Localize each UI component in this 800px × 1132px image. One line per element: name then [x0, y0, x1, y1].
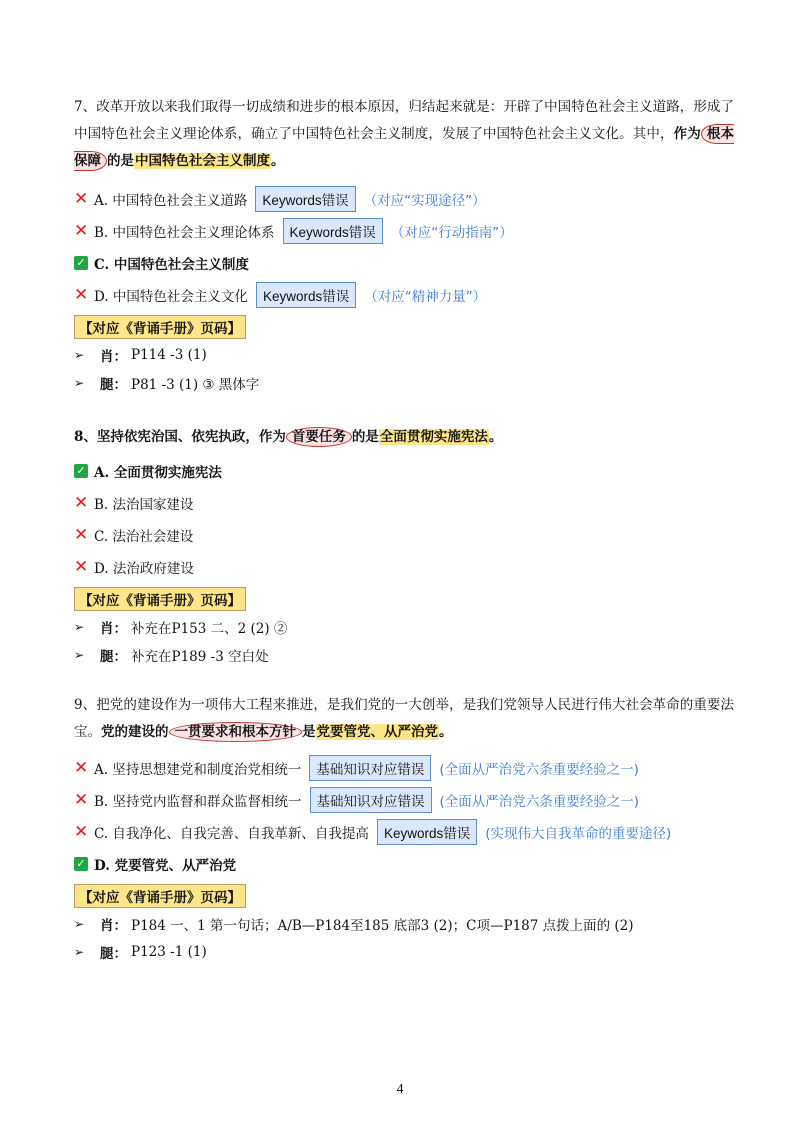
- arrow-bullet-icon: ➢: [74, 648, 85, 662]
- error-tag: 基础知识对应错误: [310, 787, 432, 813]
- cross-icon: ✕: [74, 790, 89, 810]
- option-a: ✕ A. 坚持思想建党和制度治党相统一 基础知识对应错误 (全面从严治党六条重要经验之一): [74, 752, 734, 784]
- page-number: 4: [396, 1082, 404, 1097]
- reference-line: ➢ 腿： P123 -1 (1): [74, 944, 207, 962]
- option-b: ✕ B. 坚持党内监督和群众监督相统一 基础知识对应错误 (全面从严治党六条重要经验之一): [74, 784, 734, 816]
- highlighted-answer: 全面贯彻实施宪法: [379, 429, 488, 445]
- check-icon: ✓: [74, 857, 88, 871]
- option-c: ✕ C. 法治社会建设: [74, 525, 194, 545]
- option-d: ✓ D. 党要管党、从严治党: [74, 848, 734, 880]
- cross-icon: ✕: [74, 525, 89, 545]
- error-tag: 基础知识对应错误: [309, 755, 431, 781]
- option-note: （对应“实现途径”）: [363, 193, 486, 209]
- circled-keyword: 首要任务: [286, 427, 352, 447]
- option-note: （对应“行动指南”）: [390, 225, 513, 241]
- cross-icon: ✕: [74, 221, 89, 241]
- option-note: （对应“精神力量”）: [364, 289, 487, 305]
- cross-icon: ✕: [74, 189, 89, 209]
- option-note: (全面从严治党六条重要经验之一): [439, 762, 639, 778]
- cross-icon: ✕: [74, 758, 89, 778]
- arrow-bullet-icon: ➢: [74, 620, 85, 634]
- reference-line: ➢ 肖： 补充在P153 二、2 (2) ②: [74, 620, 288, 637]
- reference-title: 【对应《背诵手册》页码】: [74, 315, 246, 339]
- question-8-stem: 8、坚持依宪治国、依宪执政，作为 首要任务 的是全面贯彻实施宪法。: [74, 429, 503, 445]
- cross-icon: ✕: [74, 493, 89, 513]
- reference-line: ➢ 肖： P184 一、1 第一句话；A/B—P184至185 底部3 (2)；C项—P187 点拨上面的 (2): [74, 917, 634, 934]
- circled-keyword: 一贯要求和根本方针: [169, 722, 303, 742]
- option-d: ✕ D. 中国特色社会主义文化 Keywords错误 （对应“精神力量”）: [74, 279, 734, 311]
- option-d: ✕ D. 法治政府建设: [74, 557, 194, 577]
- reference-title: 【对应《背诵手册》页码】: [74, 587, 246, 611]
- option-c: ✓ C. 中国特色社会主义制度: [74, 247, 734, 279]
- check-icon: ✓: [74, 256, 88, 270]
- highlighted-answer: 党要管党、从严治党: [316, 724, 438, 740]
- option-b: ✕ B. 法治国家建设: [74, 493, 194, 513]
- option-a: ✕ A. 中国特色社会主义道路 Keywords错误 （对应“实现途径”）: [74, 183, 734, 215]
- cross-icon: ✕: [74, 822, 89, 842]
- question-9-stem: 9、把党的建设作为一项伟大工程来推进，是我们党的一大创举，是我们党领导人民进行伟大社会革命的重要法宝。党的建设的 一贯要求和根本方针 是党要管党、从严治党。: [74, 697, 734, 740]
- arrow-bullet-icon: ➢: [74, 917, 85, 931]
- reference-line: ➢ 腿： P81 -3 (1) ③ 黑体字: [74, 376, 260, 393]
- error-tag: Keywords错误: [377, 819, 477, 845]
- question-9: [74, 692, 734, 966]
- highlighted-answer: 中国特色社会主义制度: [135, 153, 270, 169]
- check-icon: ✓: [74, 464, 88, 478]
- question-7-stem: 7、改革开放以来我们取得一切成绩和进步的根本原因，归结起来就是：开辟了中国特色社会主义道路，形成了中国特色社会主义理论体系，确立了中国特色社会主义制度，发展了中国特色社会主义文化。其中，作为 根本保障 的是中国特色社会主义制度。: [74, 99, 735, 169]
- question-7: [74, 94, 734, 397]
- option-c: ✕ C. 自我净化、自我完善、自我革新、自我提高 Keywords错误 (实现伟大自我革命的重要途径): [74, 816, 734, 848]
- option-a: ✓ A. 全面贯彻实施宪法: [74, 455, 734, 487]
- reference-line: ➢ 腿： 补充在P189 -3 空白处: [74, 648, 269, 665]
- cross-icon: ✕: [74, 557, 89, 577]
- option-b: ✕ B. 中国特色社会主义理论体系 Keywords错误 （对应“行动指南”）: [74, 215, 734, 247]
- error-tag: Keywords错误: [255, 186, 355, 212]
- reference-title: 【对应《背诵手册》页码】: [74, 884, 246, 908]
- cross-icon: ✕: [74, 285, 89, 305]
- option-note: (全面从严治党六条重要经验之一): [439, 794, 640, 810]
- error-tag: Keywords错误: [283, 218, 383, 244]
- question-8: [74, 424, 734, 669]
- reference-line: ➢ 肖： P114 -3 (1): [74, 347, 207, 365]
- error-tag: Keywords错误: [256, 282, 356, 308]
- arrow-bullet-icon: ➢: [74, 348, 85, 362]
- circled-keyword: 根本保障: [74, 126, 735, 169]
- option-note: (实现伟大自我革命的重要途径): [485, 826, 672, 842]
- arrow-bullet-icon: ➢: [74, 945, 85, 959]
- arrow-bullet-icon: ➢: [74, 376, 85, 390]
